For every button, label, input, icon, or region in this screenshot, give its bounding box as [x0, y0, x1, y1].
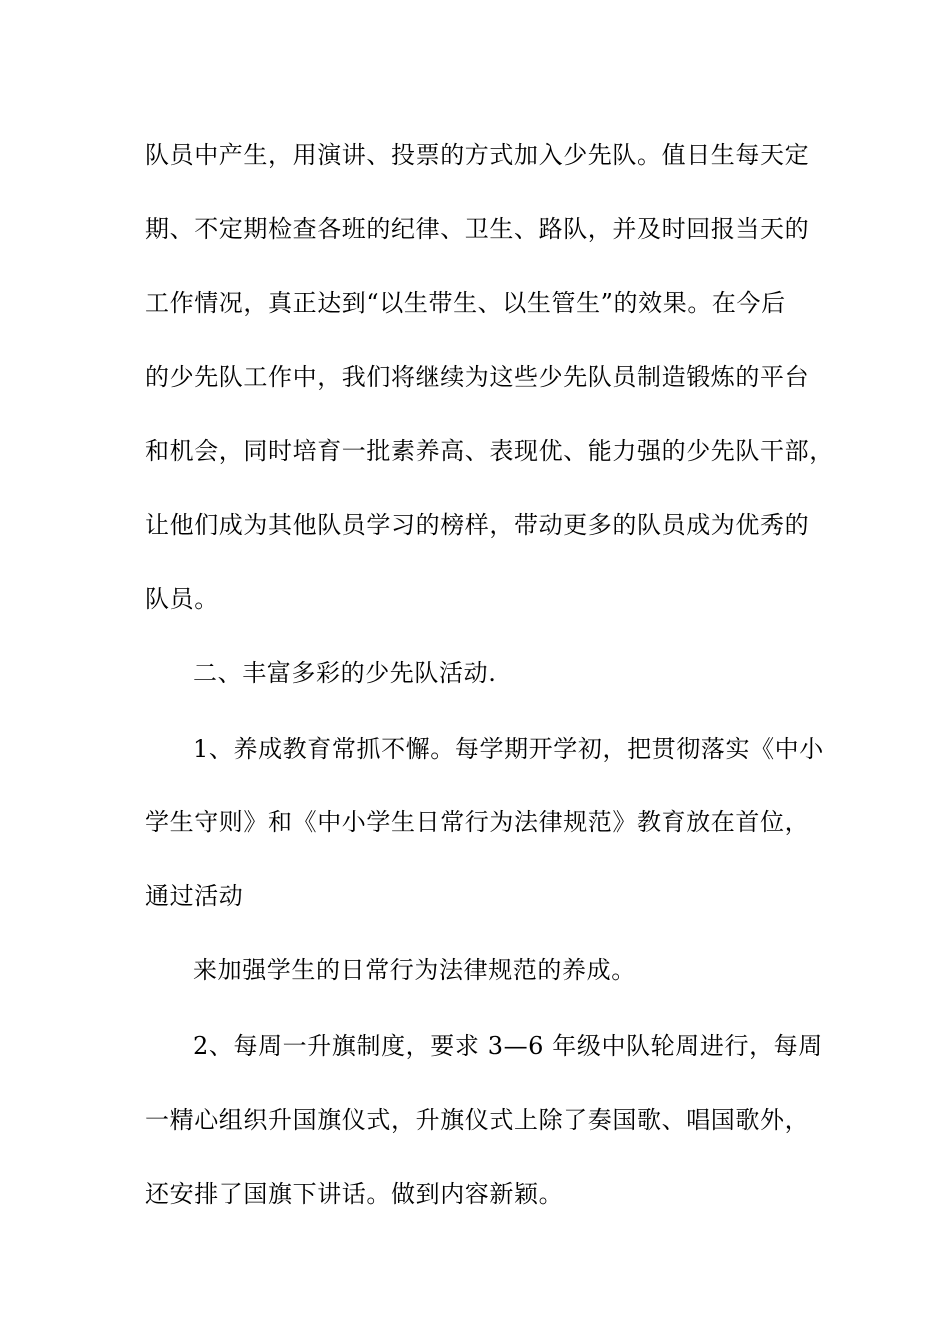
- paragraph-line: 的少先队工作中，我们将继续为这些少先队员制造锻炼的平台: [145, 363, 810, 391]
- paragraph-line: 来加强学生的日常行为法律规范的养成。: [193, 956, 636, 984]
- paragraph-line: 队员中产生，用演讲、投票的方式加入少先队。值日生每天定: [145, 141, 810, 169]
- paragraph-line: 1、养成教育常抓不懈。每学期开学初，把贯彻落实《中小: [193, 735, 824, 763]
- paragraph-line: 让他们成为其他队员学习的榜样，带动更多的队员成为优秀的: [145, 511, 810, 539]
- paragraph-line: 队员。: [145, 585, 219, 613]
- paragraph-line: 学生守则》和《中小学生日常行为法律规范》教育放在首位，: [145, 808, 810, 836]
- paragraph-line: 工作情况，真正达到“以生带生、以生管生”的效果。在今后: [145, 289, 786, 317]
- paragraph-line: 还安排了国旗下讲话。做到内容新颖。: [145, 1180, 564, 1208]
- paragraph-line: 一精心组织升国旗仪式，升旗仪式上除了奏国歌、唱国歌外，: [145, 1106, 810, 1134]
- paragraph-line: 通过活动: [145, 882, 244, 910]
- section-heading: 二、丰富多彩的少先队活动.: [193, 659, 497, 687]
- paragraph-line: 2、每周一升旗制度，要求 3—6 年级中队轮周进行，每周: [193, 1032, 823, 1060]
- paragraph-line: 和机会，同时培育一批素养高、表现优、能力强的少先队干部，: [145, 437, 834, 465]
- paragraph-line: 期、不定期检查各班的纪律、卫生、路队，并及时回报当天的: [145, 215, 810, 243]
